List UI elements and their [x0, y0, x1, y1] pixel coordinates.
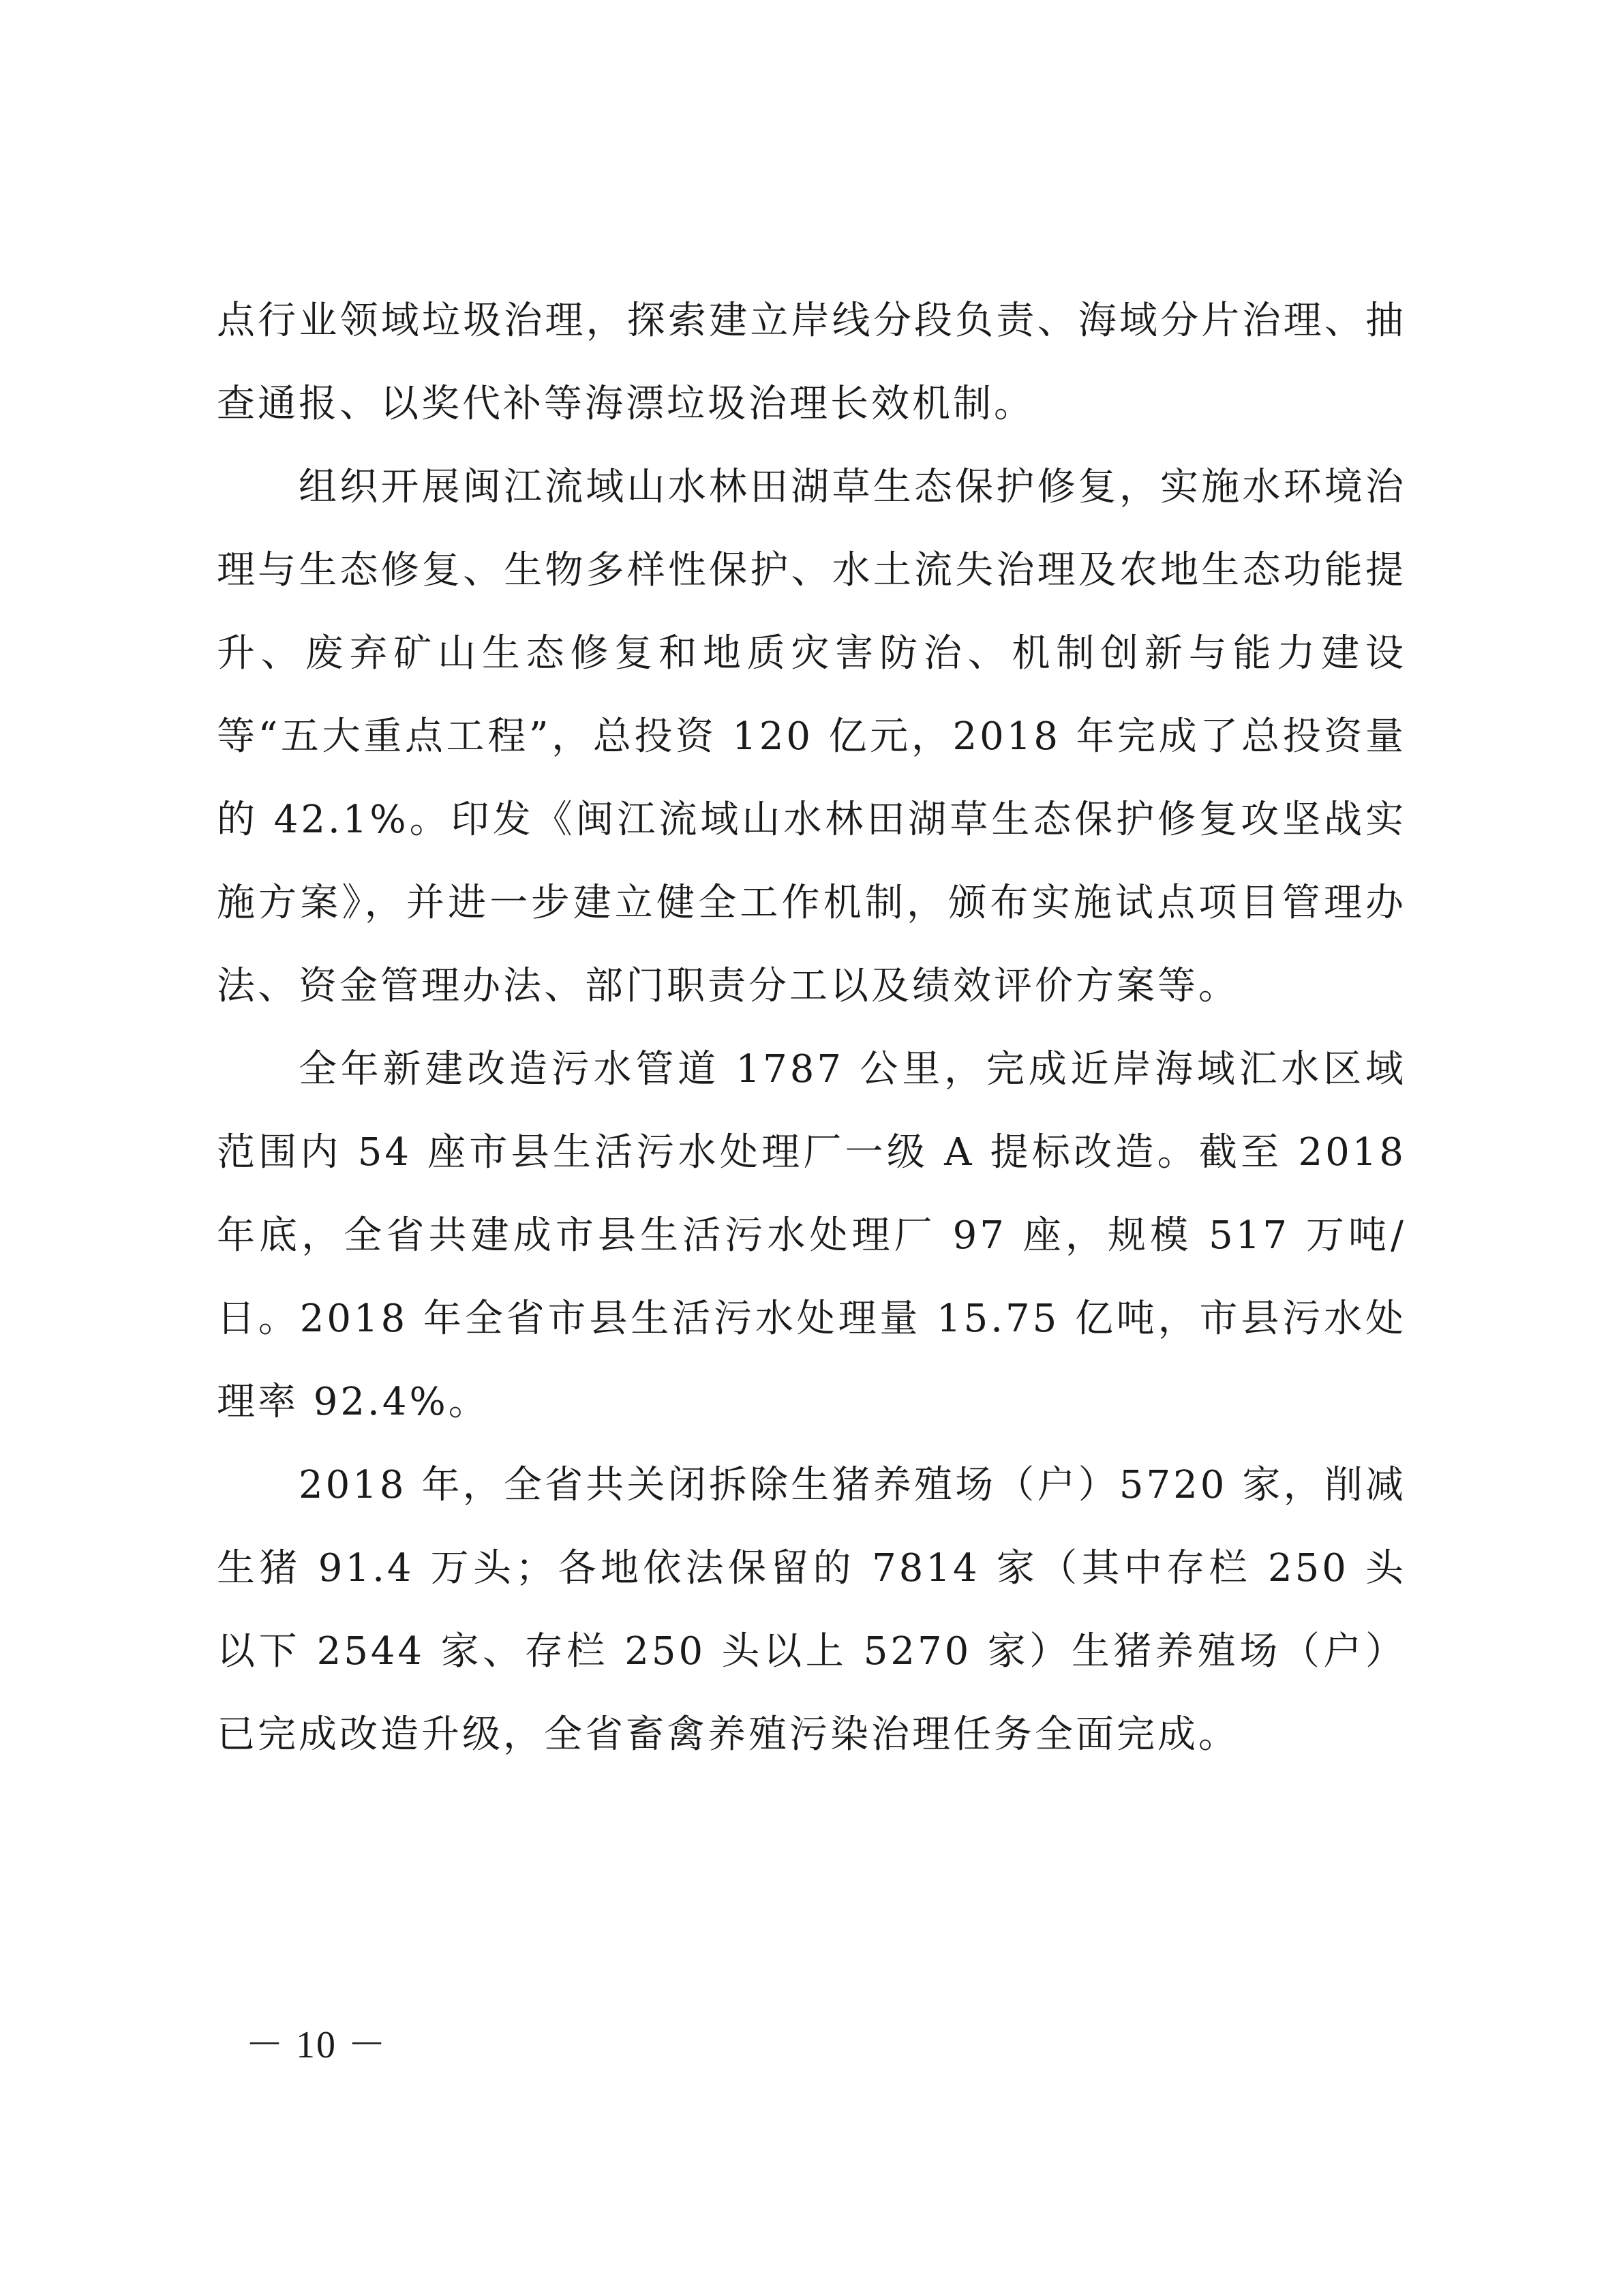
body-text: [217, 280, 1406, 1777]
paragraph-4: 2018 年，全省共关闭拆除生猪养殖场（户）5720 家，削减生猪 91.4 万头；各地依法保留的 7814 家（其中存栏 250 头以下 2544 家、存栏 250 头以上 5270 家）生猪养殖场（户）已完成改造升级，全省畜禽养殖污染治理任务全面完成。: [217, 1463, 1406, 1757]
paragraph-2: 组织开展闽江流域山水林田湖草生态保护修复，实施水环境治理与生态修复、生物多样性保护、水土流失治理及农地生态功能提升、废弃矿山生态修复和地质灾害防治、机制创新与能力建设等“五大重点工程”，总投资 120 亿元，2018 年完成了总投资量的 42.1%。印发《闽江流域山水林田湖草生态保护修复攻坚战实施方案》，并进一步建立健全工作机制，颁布实施试点项目管理办法、资金管理办法、部门职责分工以及绩效评价方案等。: [217, 465, 1406, 1008]
page-number: － 10 －: [245, 2024, 387, 2066]
paragraph-1: 点行业领域垃圾治理，探索建立岸线分段负责、海域分片治理、抽查通报、以奖代补等海漂垃圾治理长效机制。: [217, 299, 1406, 426]
paragraph-3: 全年新建改造污水管道 1787 公里，完成近岸海域汇水区域范围内 54 座市县生活污水处理厂一级 A 提标改造。截至 2018 年底，全省共建成市县生活污水处理厂 97 座，规模 517 万吨/日。2018 年全省市县生活污水处理量 15.75 亿吨，市县污水处理率 92.4%。: [217, 1047, 1406, 1424]
